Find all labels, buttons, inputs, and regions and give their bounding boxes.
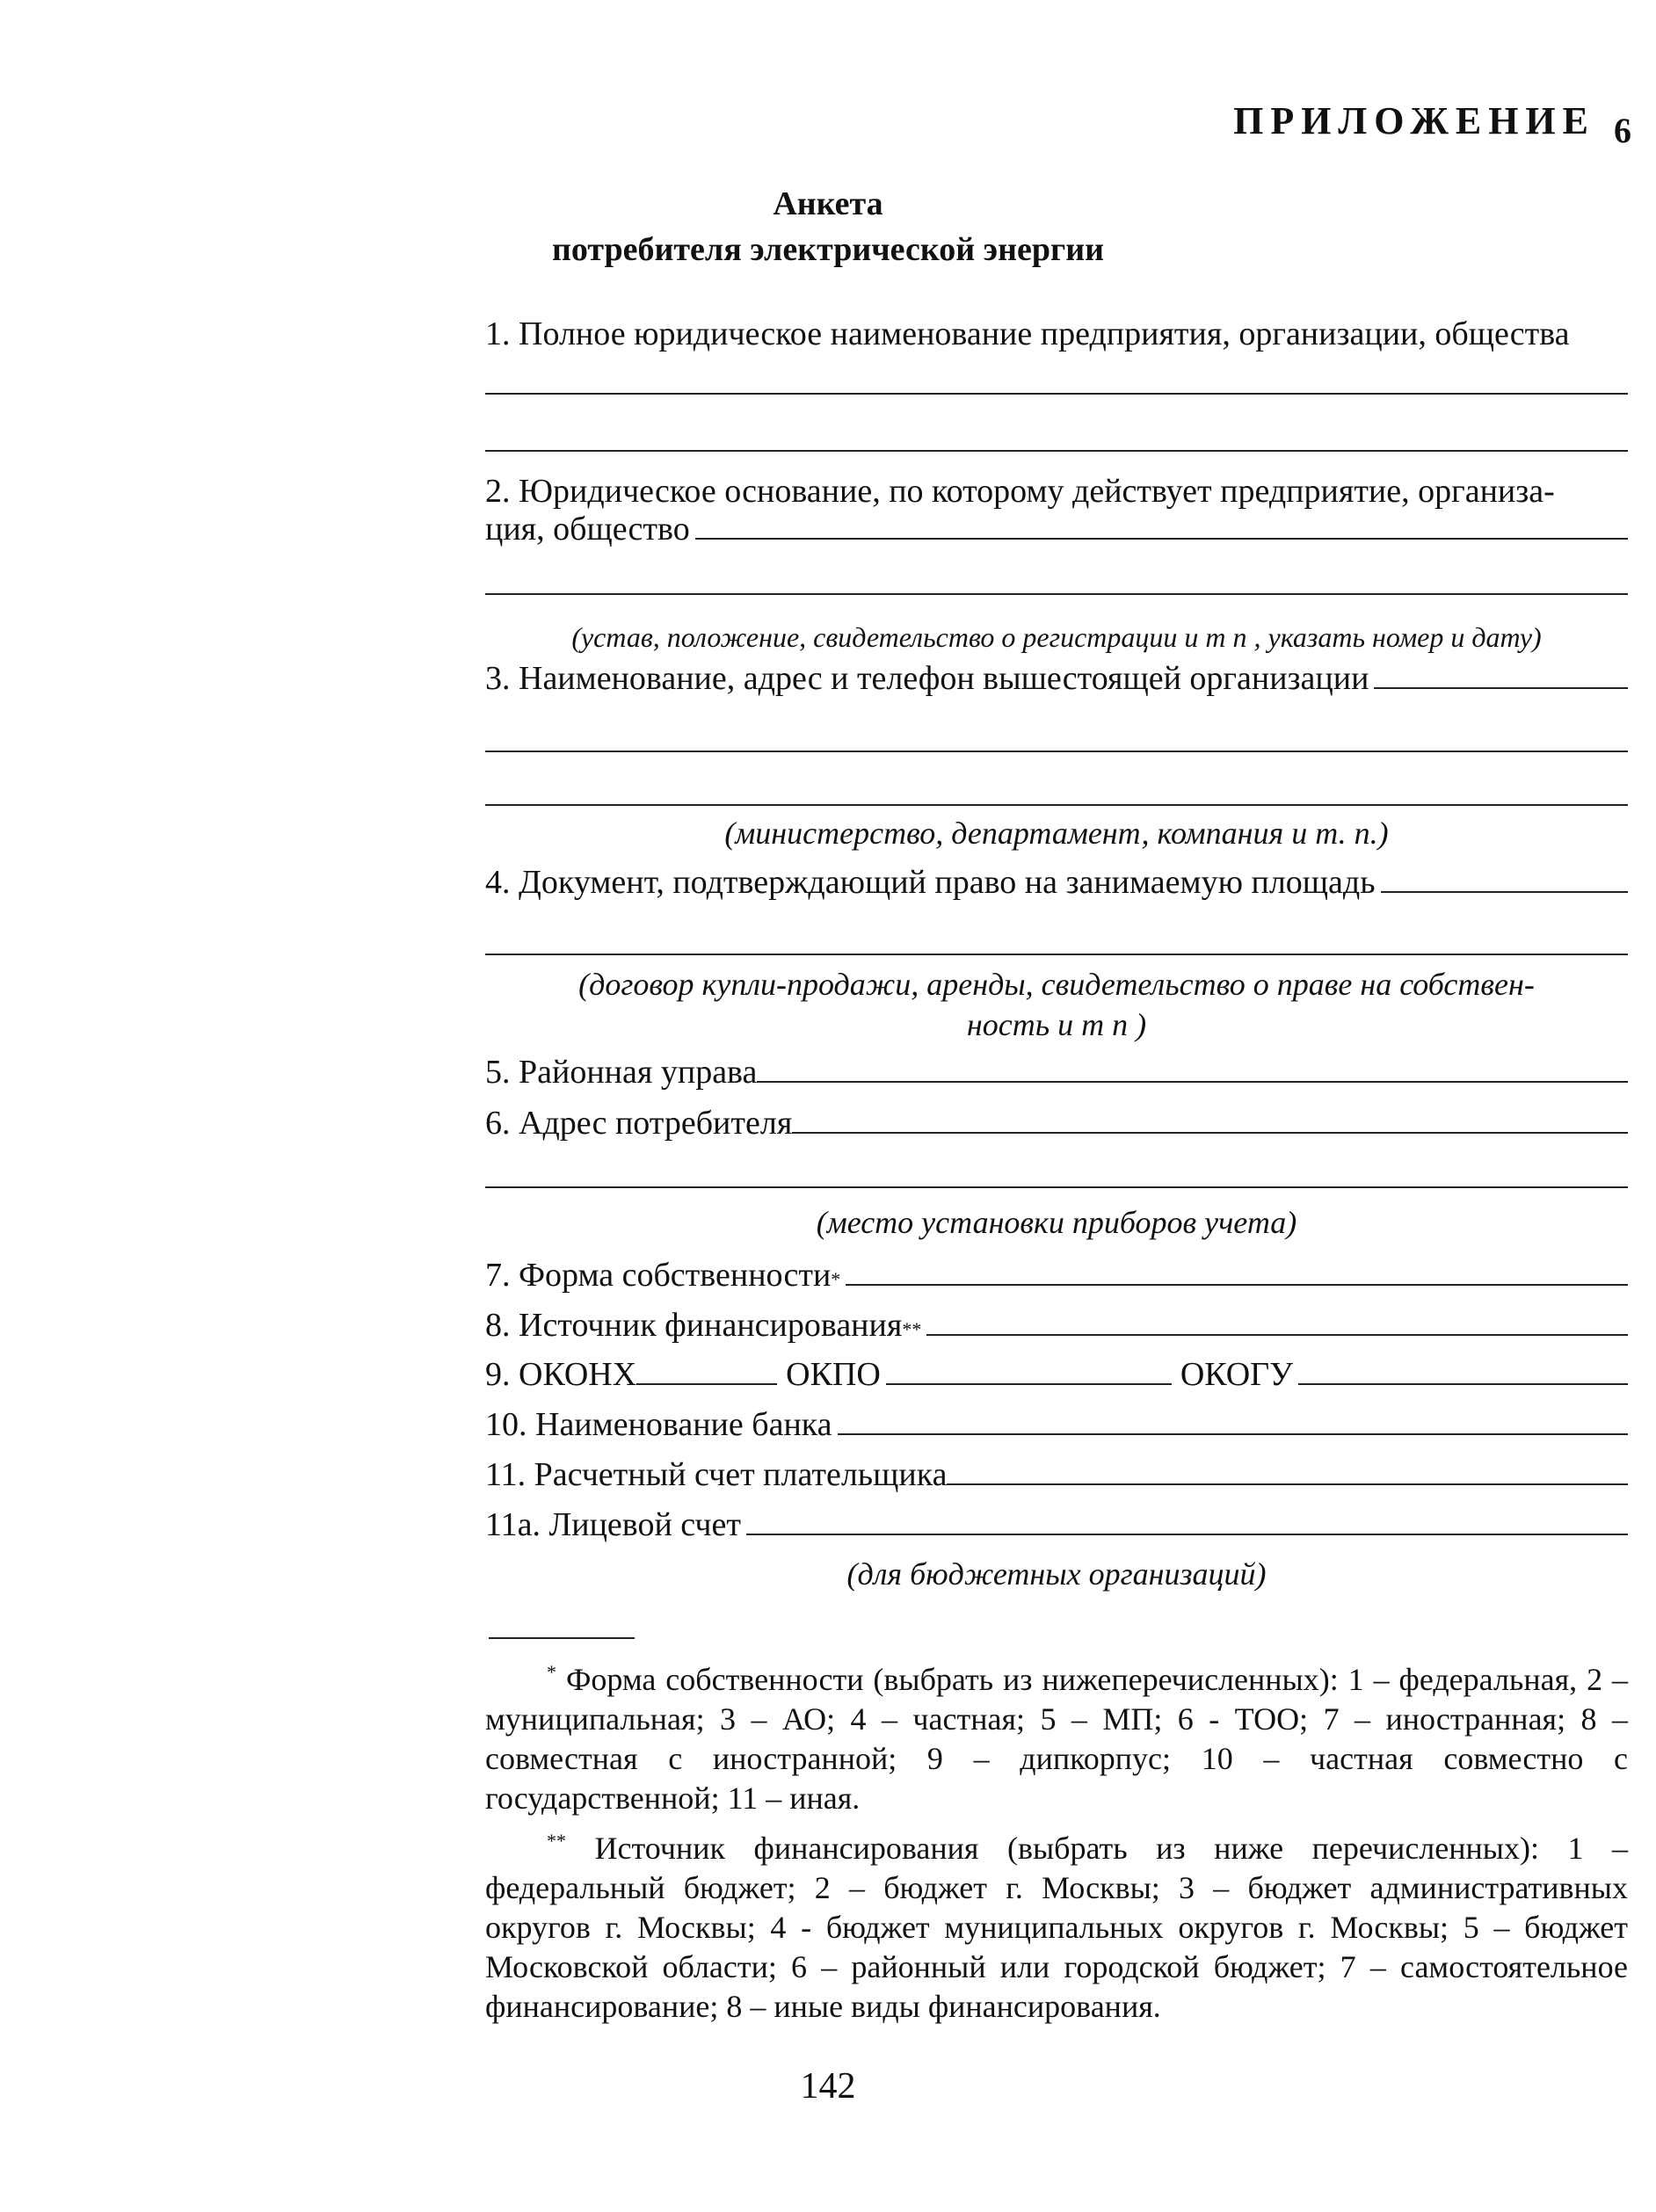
field-6-row bbox=[485, 1102, 1628, 1144]
field-2-row bbox=[485, 508, 1628, 550]
field-9-row bbox=[485, 1353, 1628, 1396]
field-8-label: 8. Источник финансирования bbox=[485, 1307, 903, 1344]
field-8-row bbox=[485, 1304, 1628, 1351]
form-subtitle: потребителя электрической энергии bbox=[551, 231, 1105, 268]
appendix-number: 6 bbox=[1614, 111, 1638, 150]
footnote-financing bbox=[485, 1821, 1628, 2027]
field-3-input-line-2[interactable] bbox=[485, 751, 1628, 752]
field-3-input-line-3[interactable] bbox=[485, 804, 1628, 806]
field-2-label-cont: ция, общество bbox=[485, 511, 690, 548]
field-4-label: 4. Документ, подтверждающий право на занимаемую площадь bbox=[485, 864, 1376, 901]
field-11-row bbox=[485, 1454, 1628, 1496]
field-5-row bbox=[485, 1051, 1628, 1093]
okpo-input[interactable] bbox=[886, 1353, 1172, 1385]
field-9-okogu-label: ОКОГУ bbox=[1180, 1356, 1294, 1393]
field-6-input-line-2[interactable] bbox=[485, 1186, 1628, 1188]
okonh-input[interactable] bbox=[636, 1353, 777, 1385]
field-7-footnote-mark: * bbox=[831, 1268, 841, 1290]
field-7-label: 7. Форма собственности bbox=[485, 1257, 832, 1294]
field-8-input[interactable] bbox=[926, 1304, 1628, 1336]
field-11a-label: 11а. Лицевой счет bbox=[485, 1506, 741, 1543]
field-1-input-line-2[interactable] bbox=[485, 450, 1628, 452]
field-3-label: 3. Наименование, адрес и телефон вышестоящей организации bbox=[485, 660, 1369, 697]
field-2-input-line-2[interactable] bbox=[485, 593, 1628, 595]
field-1-label: 1. Полное юридическое наименование предприятия, организации, общества bbox=[485, 315, 1570, 352]
appendix-label: ПРИЛОЖЕНИЕ bbox=[1233, 99, 1595, 142]
field-9-okonh-label: 9. ОКОНХ bbox=[485, 1356, 637, 1393]
field-4-hint-line-1: (договор купли-продажи, аренды, свидетельство о праве на собствен- bbox=[578, 967, 1535, 1002]
footnote-financing-text: Источник финансирования (выбрать из ниже перечисленных): 1 – федеральный бюджет; 2 – бюджет г. Москвы; 3 – бюджет административных округов г. Москвы; 4 - бюджет муниципальных округов г. Москвы; 5 – бюджет Московской области; 6 – районный или городской бюджет; 7 – самостоятельное финансирование; 8 – иные виды финансирования. bbox=[485, 1831, 1628, 2024]
field-6-hint: (место установки приборов учета) bbox=[816, 1205, 1297, 1240]
footnote-ownership-text: Форма собственности (выбрать из нижеперечисленных): 1 – федеральная, 2 – муниципальная; 3 – АО; 4 – частная; 5 – МП; 6 - ТОО; 7 – иностранная; 8 – совместная с иностранной; 9 – дипкорпус; 10 – частная совместно с государственной; 11 – иная. bbox=[485, 1662, 1629, 1816]
field-8-footnote-mark: ** bbox=[902, 1318, 922, 1340]
field-6-input[interactable] bbox=[792, 1102, 1628, 1134]
field-2-input[interactable] bbox=[695, 508, 1628, 540]
field-11a-hint: (для бюджетных организаций) bbox=[846, 1556, 1267, 1592]
footnote-divider bbox=[489, 1637, 635, 1639]
field-2-label: 2. Юридическое основание, по которому действует предприятие, организа- bbox=[485, 473, 1555, 510]
form-title: Анкета bbox=[773, 185, 883, 222]
field-10-row bbox=[485, 1403, 1628, 1446]
field-4-input-line-2[interactable] bbox=[485, 954, 1628, 955]
field-11a-row bbox=[485, 1504, 1628, 1546]
appendix-heading bbox=[1233, 98, 1638, 151]
field-9-okpo-label: ОКПО bbox=[786, 1356, 881, 1393]
field-3-input[interactable] bbox=[1374, 657, 1628, 689]
field-4-input[interactable] bbox=[1381, 861, 1628, 893]
field-1-label-row bbox=[485, 313, 1628, 355]
field-2-label-row bbox=[485, 470, 1628, 512]
field-10-input[interactable] bbox=[838, 1403, 1628, 1435]
field-1-input-line-1[interactable] bbox=[485, 393, 1628, 395]
field-5-label: 5. Районная управа bbox=[485, 1054, 758, 1091]
footnote-financing-mark: ** bbox=[547, 1830, 566, 1852]
field-4-row bbox=[485, 861, 1628, 903]
field-4-hint-line-2: ность и т п ) bbox=[966, 1007, 1147, 1042]
field-3-row bbox=[485, 657, 1628, 700]
field-7-input[interactable] bbox=[846, 1254, 1628, 1286]
footnote-ownership bbox=[485, 1652, 1628, 1818]
footnote-ownership-mark: * bbox=[547, 1661, 556, 1683]
field-7-row bbox=[485, 1254, 1628, 1301]
field-3-hint: (министерство, департамент, компания и т. п.) bbox=[724, 816, 1389, 851]
field-10-label: 10. Наименование банка bbox=[485, 1406, 832, 1443]
field-11-input[interactable] bbox=[947, 1454, 1628, 1485]
field-5-input[interactable] bbox=[757, 1051, 1628, 1083]
okogu-input[interactable] bbox=[1298, 1353, 1628, 1385]
field-11-label: 11. Расчетный счет плательщика bbox=[485, 1456, 948, 1493]
field-11a-input[interactable] bbox=[746, 1504, 1628, 1535]
page-number: 142 bbox=[800, 2066, 856, 2107]
field-2-hint: (устав, положение, свидетельство о регистрации и т п , указать номер и дату) bbox=[571, 621, 1542, 653]
field-6-label: 6. Адрес потребителя bbox=[485, 1105, 793, 1142]
